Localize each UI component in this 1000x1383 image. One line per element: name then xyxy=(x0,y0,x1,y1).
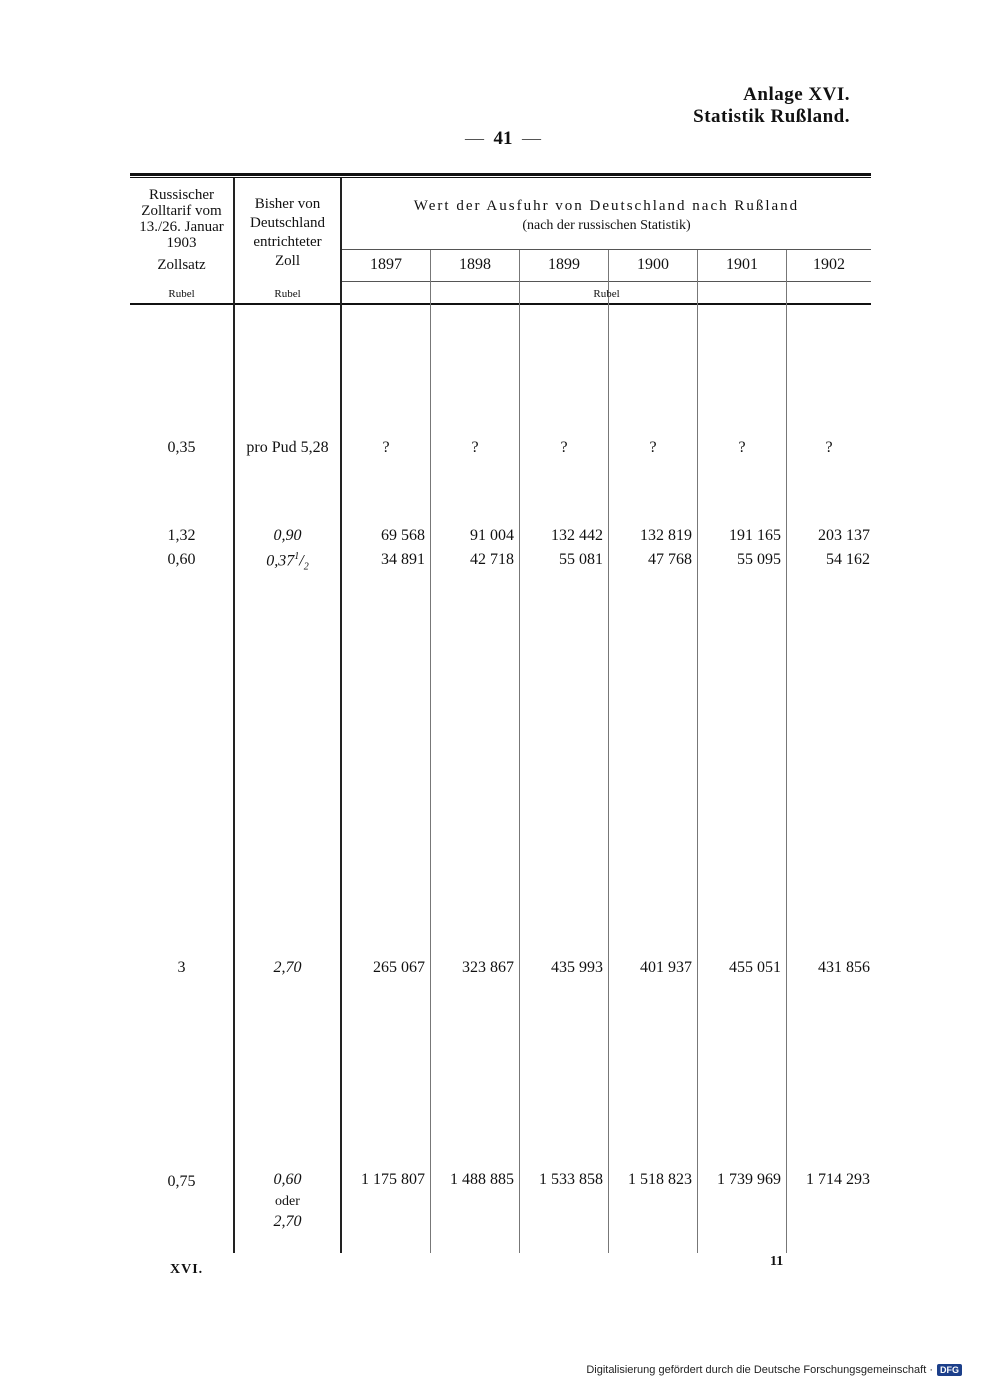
year-1899: 1899 xyxy=(548,256,580,273)
year-divider xyxy=(786,250,787,1253)
unit-row-rule xyxy=(342,281,871,282)
page-number: — 41 — xyxy=(465,128,541,149)
appendix-label xyxy=(693,84,850,128)
year-1902: 1902 xyxy=(813,256,845,273)
dfg-logo: DFG xyxy=(937,1364,962,1376)
sheet-number: 11 xyxy=(770,1254,784,1269)
signature-mark: XVI. xyxy=(170,1262,204,1277)
digitization-note: Digitalisierung gefördert durch die Deutsche Forschungsgemeinschaft · xyxy=(586,1364,933,1376)
table-top-rule-thin xyxy=(130,177,871,178)
year-divider xyxy=(697,250,698,1253)
year-1900: 1900 xyxy=(637,256,669,273)
year-1897: 1897 xyxy=(370,256,402,273)
col1-unit: Rubel xyxy=(168,288,195,300)
col1-header: Russischer Zolltarif vom 13./26. Januar 1903 Zollsatz xyxy=(139,187,224,273)
year-divider xyxy=(608,250,609,1253)
digitization-footer xyxy=(586,1364,962,1376)
col-divider-1 xyxy=(233,178,235,1253)
table-top-rule xyxy=(130,173,871,176)
col-divider-2 xyxy=(340,178,342,1253)
year-1898: 1898 xyxy=(459,256,491,273)
header-bottom-rule xyxy=(130,303,871,305)
year-divider xyxy=(430,250,431,1253)
year-divider xyxy=(519,250,520,1253)
col2-unit: Rubel xyxy=(274,288,301,300)
col2-header: Bisher von Deutschland entrichteter Zoll xyxy=(250,196,325,269)
anlage-title: Anlage XVI. xyxy=(743,84,850,105)
year-row-rule xyxy=(342,249,871,250)
statistik-title: Statistik Rußland. xyxy=(693,106,850,127)
group-header: Wert der Ausfuhr von Deutschland nach Rußland (nach der russischen Statistik) xyxy=(413,198,800,233)
year-1901: 1901 xyxy=(726,256,758,273)
group-unit: Rubel xyxy=(593,288,620,300)
page-number-value: 41 xyxy=(493,128,513,149)
